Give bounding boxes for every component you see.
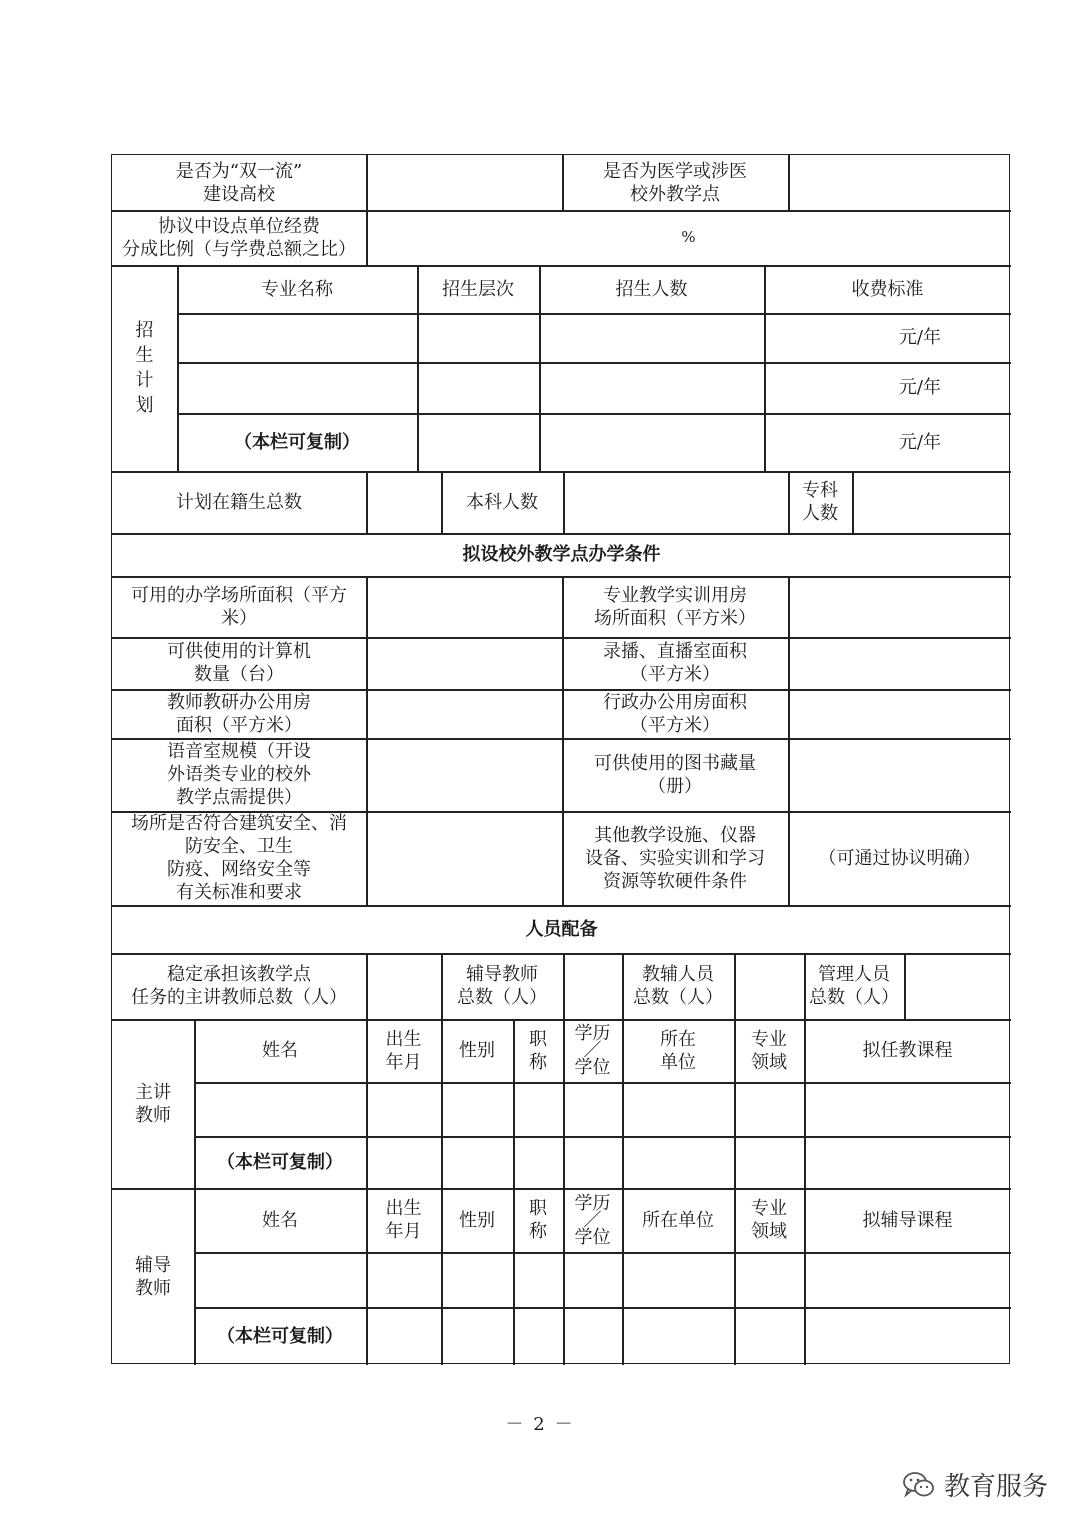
conditions-label: 专业教学实训用房 场所面积（平方米） [594, 584, 756, 629]
col-name: 姓名 [262, 1209, 298, 1231]
fee-share-label: 协议中设点单位经费 分成比例（与学费总额之比） [122, 215, 356, 260]
col-divider [904, 953, 906, 1019]
conditions-label: 可供使用的图书藏量 （册） [594, 752, 756, 797]
col-birth: 出生 年月 [385, 1198, 422, 1242]
fee-unit[interactable]: 元/年 [898, 327, 941, 348]
application-form-table [111, 154, 1010, 1364]
tutor-total-label: 辅导教师 总数（人） [457, 964, 547, 1008]
col-degree: 学历 ／ 学位 [574, 1192, 611, 1248]
main-teacher-section-label: 主讲 教师 [135, 1081, 171, 1126]
staff-section-title: 人员配备 [525, 918, 598, 940]
fee-unit[interactable]: 元/年 [898, 377, 941, 398]
conditions-label: 录播、直播室面积 （平方米） [603, 641, 747, 685]
col-divider [734, 953, 736, 1019]
conditions-label: 语音室规模（开设 外语类专业的校外 教学点需提供） [167, 741, 311, 808]
col-divider [366, 576, 368, 905]
header-enrollment-count: 招生人数 [615, 278, 688, 300]
agreement-note: （可通过协议明确） [818, 847, 981, 869]
col-course: 拟辅导课程 [862, 1209, 953, 1231]
col-course: 拟任教课程 [862, 1040, 953, 1061]
conditions-label: 可用的办学场所面积（平方 米） [131, 584, 347, 629]
conditions-label: 行政办公用房面积 （平方米） [603, 691, 747, 736]
conditions-label: 场所是否符合建筑安全、消 防安全、卫生 防疫、网络安全等 有关标准和要求 [131, 813, 347, 903]
col-divider [366, 953, 368, 1019]
junior-count-label: 专科 人数 [802, 480, 838, 524]
tutor-section-label: 辅导 教师 [135, 1254, 171, 1299]
conditions-label: 其他教学设施、仪器 设备、实验实训和学习 资源等软硬件条件 [585, 824, 765, 892]
col-unit: 所在 单位 [660, 1028, 696, 1073]
header-fee-standard: 收费标准 [851, 278, 924, 300]
col-divider [563, 471, 565, 533]
enrollment-section-label: 招 生 计 划 [135, 320, 154, 416]
medical-site-label: 是否为医学或涉医 校外教学点 [603, 160, 747, 205]
conditions-section-title: 拟设校外教学点办学条件 [462, 544, 661, 565]
undergrad-count-label: 本科人数 [466, 491, 538, 513]
row-divider [194, 1252, 1011, 1254]
col-degree: 学历 ／ 学位 [574, 1023, 611, 1078]
double-first-class-value[interactable] [366, 155, 562, 210]
col-title: 职 称 [529, 1198, 547, 1242]
double-first-class-label: 是否为“双一流” 建设高校 [175, 160, 303, 205]
planned-total-label: 计划在籍生总数 [176, 491, 302, 513]
watermark [902, 1466, 1048, 1503]
medical-site-value[interactable] [788, 155, 1011, 210]
conditions-label: 教师教研办公用房 面积（平方米） [167, 691, 311, 736]
watermark-text: 教育服务 [943, 1472, 1048, 1502]
wechat-icon [902, 1470, 936, 1500]
conditions-label: 可供使用的计算机 数量（台） [167, 641, 311, 685]
admin-total-label: 管理人员 总数（人） [809, 964, 899, 1008]
col-birth: 出生 年月 [385, 1028, 422, 1073]
col-field: 专业 领域 [751, 1198, 787, 1242]
fee-unit[interactable]: 元/年 [898, 431, 941, 453]
col-name: 姓名 [262, 1040, 298, 1061]
copy-note: （本栏可复制） [217, 1325, 343, 1347]
fee-share-percent[interactable]: % [681, 228, 696, 246]
page-number: － 2 － [505, 1414, 575, 1435]
col-divider [366, 471, 368, 533]
col-gender: 性别 [459, 1209, 495, 1231]
copy-note: （本栏可复制） [217, 1151, 343, 1173]
col-divider [563, 953, 565, 1019]
copy-note: （本栏可复制） [234, 431, 360, 453]
header-enrollment-level: 招生层次 [442, 278, 514, 300]
col-divider [852, 471, 854, 533]
row-divider [194, 1082, 1011, 1084]
col-field: 专业 领域 [751, 1028, 787, 1073]
main-teacher-total-label: 稳定承担该教学点 任务的主讲教师总数（人） [131, 964, 347, 1008]
assistant-total-label: 教辅人员 总数（人） [633, 964, 723, 1008]
col-gender: 性别 [459, 1040, 495, 1061]
header-major-name: 专业名称 [261, 278, 333, 300]
col-unit: 所在单位 [642, 1209, 714, 1231]
col-title: 职 称 [529, 1028, 547, 1073]
